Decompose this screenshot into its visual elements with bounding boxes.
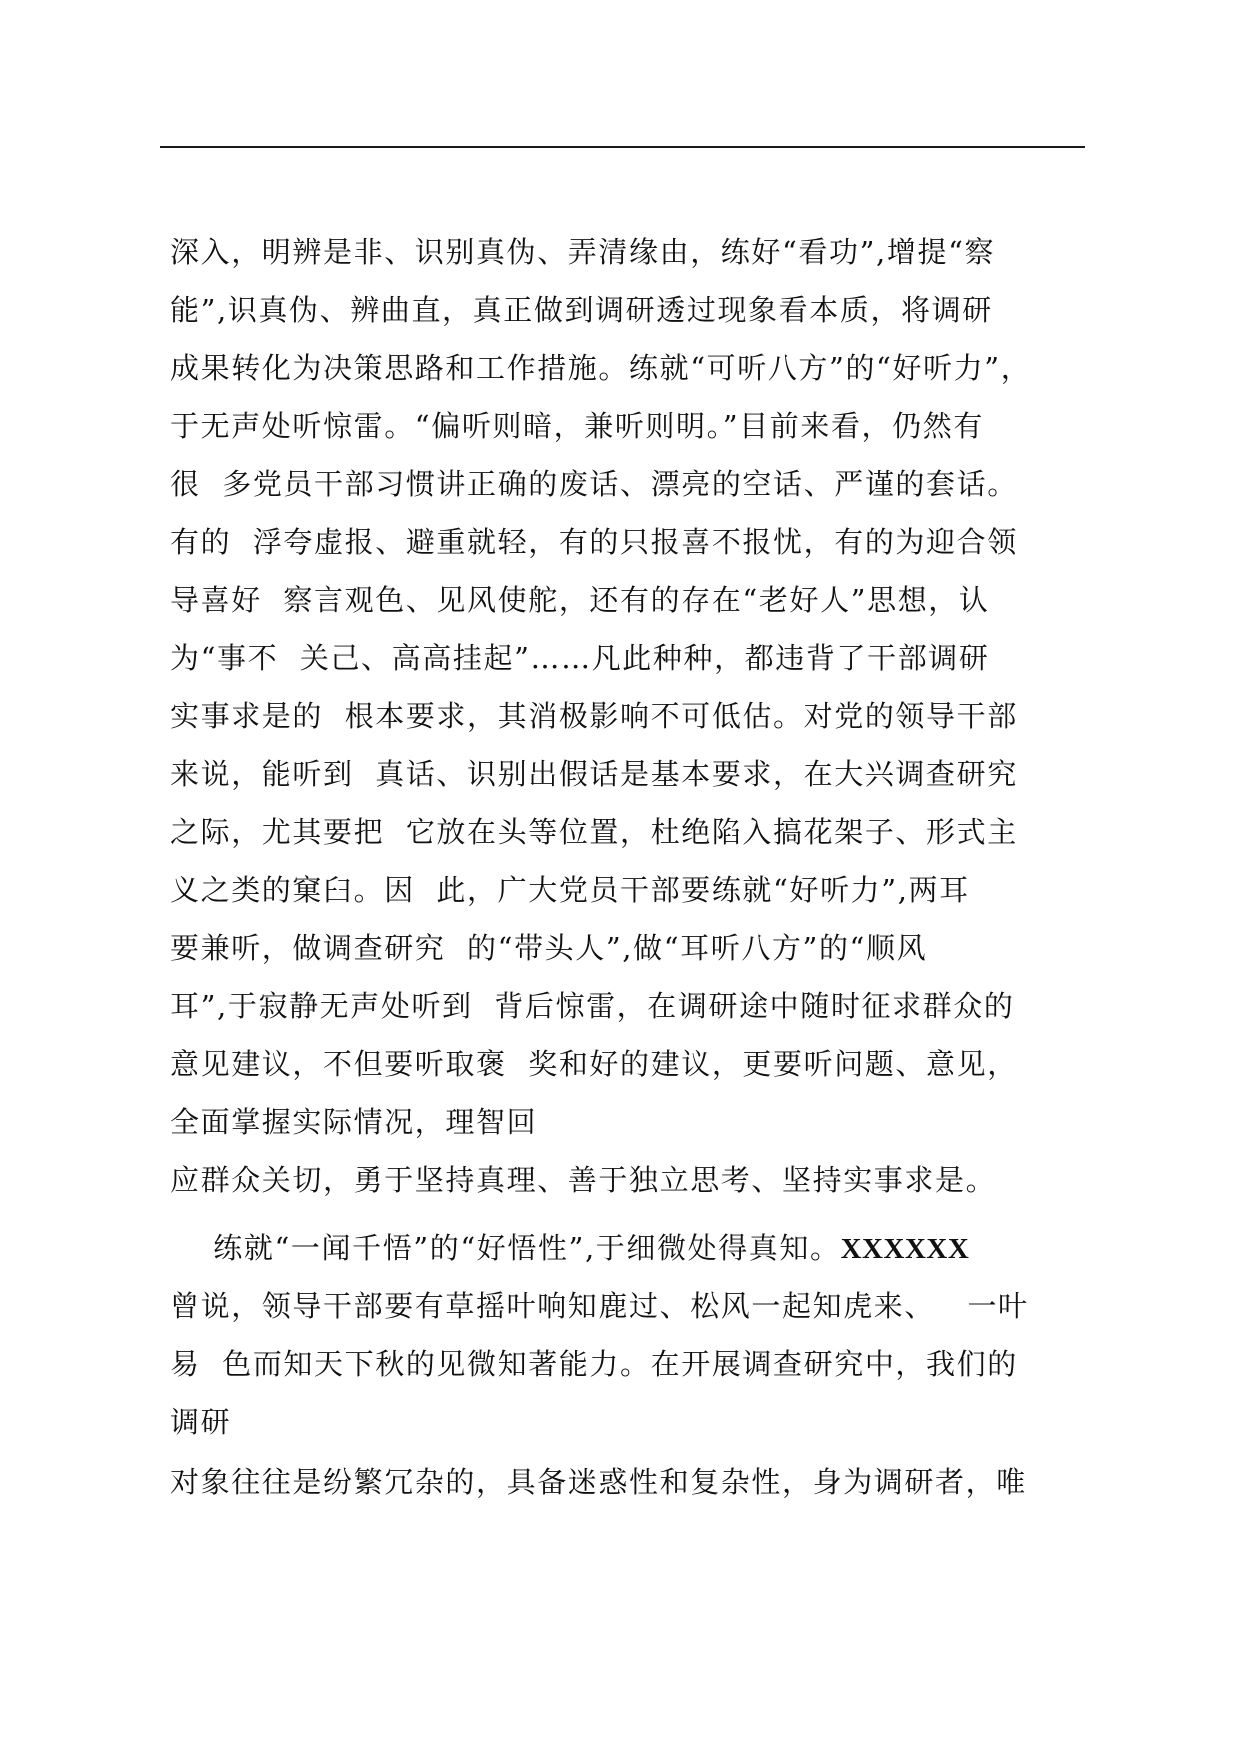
text-line: 来说，能听到 真话、识别出假话是基本要求，在大兴调查研究 <box>170 757 1018 791</box>
text-line: 成果转化为决策思路和工作措施。练就“可听八方”的“好听力”， <box>170 351 1032 385</box>
text-line: 义之类的窠臼。因 此，广大党员干部要练就“好听力”,两耳 <box>170 873 970 907</box>
text-line: 曾说，领导干部要有草摇叶响知鹿过、松风一起知虎来、 一叶 <box>170 1289 1029 1323</box>
paragraph-opening-text: 练就“一闻千悟”的“好悟性”,于细微处得真知。 <box>170 1231 841 1265</box>
text-line: 之际，尤其要把 它放在头等位置，杜绝陷入搞花架子、形式主 <box>170 815 1018 849</box>
text-line: 于无声处听惊雷。“偏听则暗，兼听则明。”目前来看，仍然有 <box>170 409 984 443</box>
text-line: 易 色而知天下秋的见微知著能力。在开展调查研究中，我们的 <box>170 1347 1018 1381</box>
header-rule <box>160 146 1085 148</box>
text-line: 导喜好 察言观色、见风使舵，还有的存在“老好人”思想，认 <box>170 583 990 617</box>
text-line: 深入，明辨是非、识别真伪、弄清缘由，练好“看功”,增提“察 <box>170 235 996 269</box>
text-line: 为“事不 关己、高高挂起”……凡此种种，都违背了干部调研 <box>170 641 990 675</box>
text-line: 要兼听，做调查研究 的“带头人”,做“耳听八方”的“顺风 <box>170 931 928 965</box>
redacted-name: XXXXXX <box>840 1233 970 1265</box>
paragraph-opening-line <box>170 1228 969 1269</box>
text-line: 能”,识真伪、辨曲直，真正做到调研透过现象看本质，将调研 <box>170 293 993 327</box>
text-line: 意见建议，不但要听取褒 奖和好的建议，更要听问题、意见， <box>170 1047 1018 1081</box>
text-line: 耳”,于寂静无声处听到 背后惊雷，在调研途中随时征求群众的 <box>170 989 1015 1023</box>
text-line: 对象往往是纷繁冗杂的，具备迷惑性和复杂性，身为调研者，唯 <box>170 1465 1027 1499</box>
text-line: 有的 浮夸虚报、避重就轻，有的只报喜不报忧，有的为迎合领 <box>170 525 1018 559</box>
text-line: 全面掌握实际情况，理智回 <box>170 1105 538 1139</box>
text-line: 很 多党员干部习惯讲正确的废话、漂亮的空话、严谨的套话。 <box>170 467 1018 501</box>
text-line: 实事求是的 根本要求，其消极影响不可低估。对党的领导干部 <box>170 699 1018 733</box>
text-line: 应群众关切，勇于坚持真理、善于独立思考、坚持实事求是。 <box>170 1163 997 1197</box>
text-line: 调研 <box>170 1405 232 1439</box>
